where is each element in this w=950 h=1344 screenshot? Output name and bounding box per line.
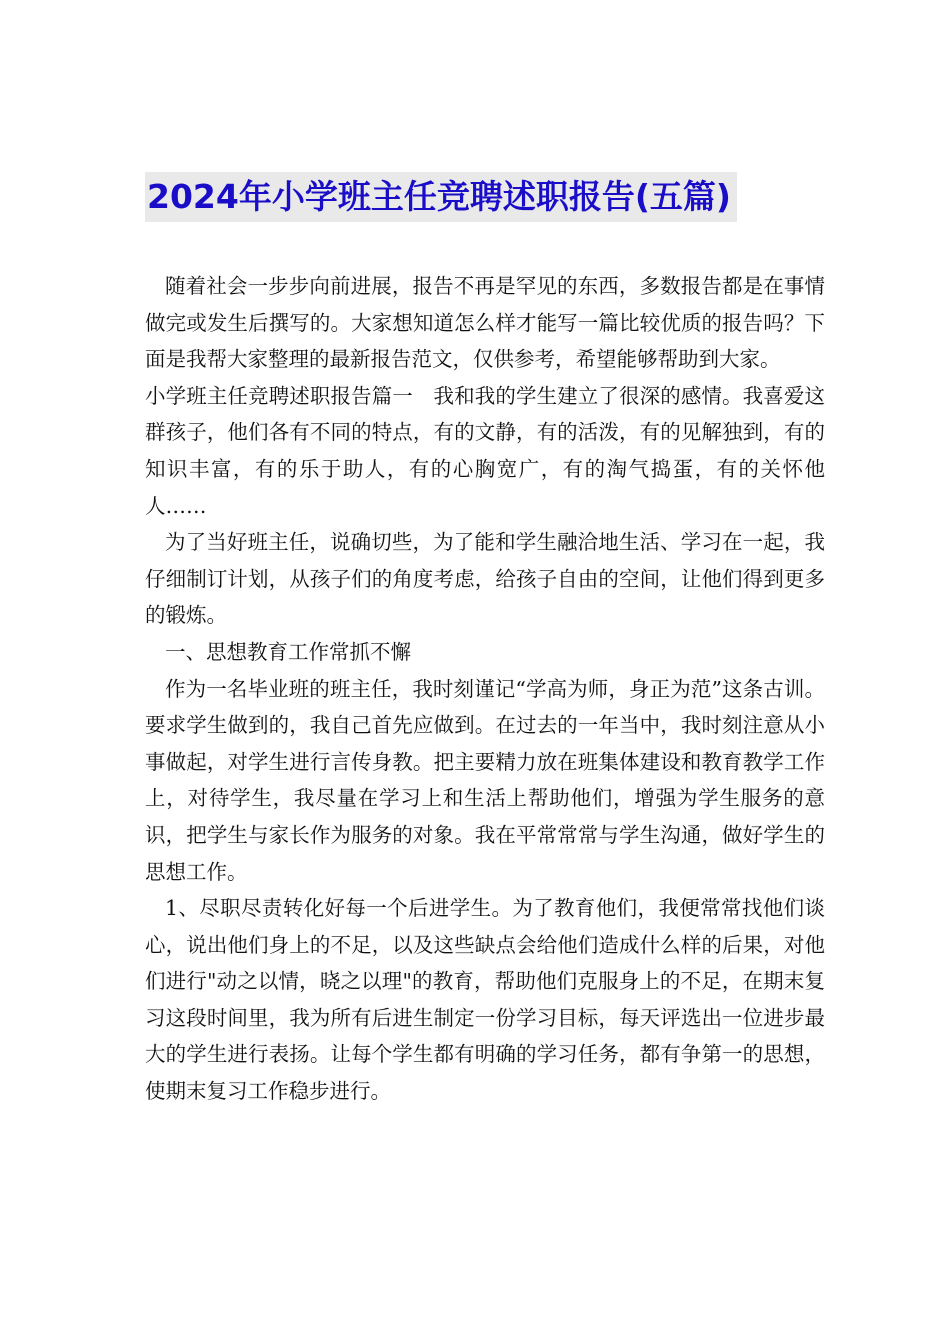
- paragraph-section-one-opening: 小学班主任竞聘述职报告篇一 我和我的学生建立了很深的感情。我喜爱这群孩子，他们各有不同的特点，有的文静，有的活泼，有的见解独到，有的知识丰富，有的乐于助人，有的心胸宽广，有的淘气捣蛋，有的关怀他人……: [145, 383, 825, 518]
- paragraph-class-teacher-plan: 为了当好班主任，说确切些，为了能和学生融洽地生活、学习在一起，我仔细制订计划，从孩子们的角度考虑，给孩子自由的空间，让他们得到更多的锻炼。: [145, 530, 825, 628]
- document-body: [145, 268, 825, 1110]
- paragraph-transform-students: 1、尽职尽责转化好每一个后进学生。为了教育他们，我便常常找他们谈心，说出他们身上的不足，以及这些缺点会给他们造成什么样的后果，对他们进行"动之以情，晓之以理"的教育，帮助他们克服身上的不足，在期末复习这段时间里，我为所有后进生制定一份学习目标，每天评选出一位进步最大的学生进行表扬。让每个学生都有明确的学习任务，都有争第一的思想，使期末复习工作稳步进行。: [145, 896, 825, 1104]
- document-title: 2024年小学班主任竞聘述职报告(五篇): [145, 172, 737, 222]
- paragraph-ideological-education: 作为一名毕业班的班主任，我时刻谨记“学高为师，身正为范”这条古训。要求学生做到的，我自己首先应做到。在过去的一年当中，我时刻注意从小事做起，对学生进行言传身教。把主要精力放在班集体建设和教育教学工作上，对待学生，我尽量在学习上和生活上帮助他们，增强为学生服务的意识，把学生与家长作为服务的对象。我在平常常常与学生沟通，做好学生的思想工作。: [145, 676, 825, 884]
- section-heading-ideological-education: 一、思想教育工作常抓不懈: [165, 639, 411, 664]
- paragraph-intro: 随着社会一步步向前进展，报告不再是罕见的东西，多数报告都是在事情做完或发生后撰写的。大家想知道怎么样才能写一篇比较优质的报告吗？下面是我帮大家整理的最新报告范文，仅供参考，希望能够帮助到大家。: [145, 274, 825, 372]
